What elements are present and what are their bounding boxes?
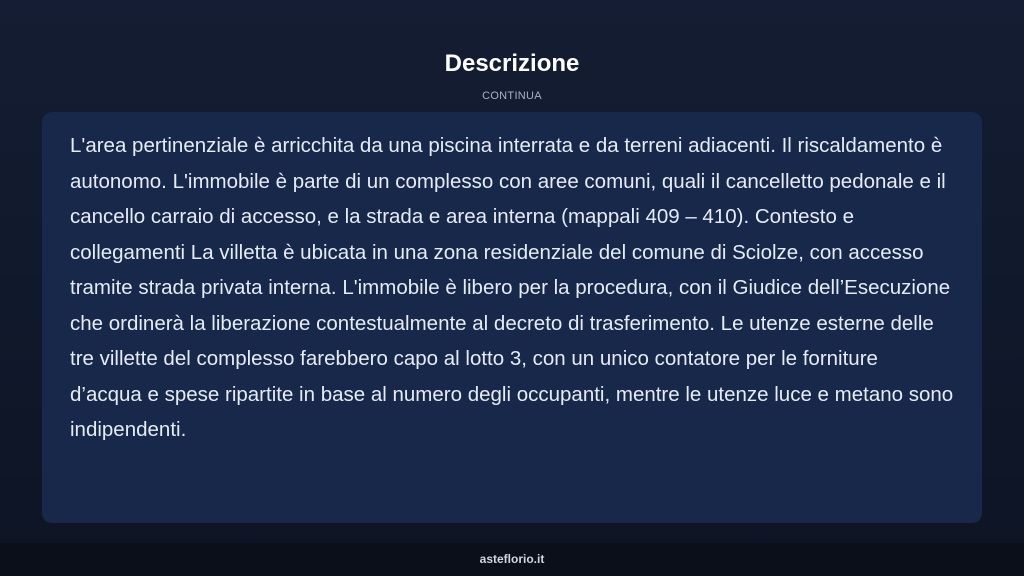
footer bbox=[0, 543, 1024, 576]
page-subtitle: CONTINUA bbox=[482, 90, 542, 102]
footer-site-label: asteflorio.it bbox=[479, 552, 545, 566]
description-card bbox=[42, 112, 982, 523]
description-text: L'area pertinenziale è arricchita da una piscina interrata e da terreni adiacenti. Il riscaldamento è autonomo. L'immobile è parte di un complesso con aree comuni, quali il cancelletto pedonale e il cancello carraio di accesso, e la strada e area interna (mappali 409 – 410). Contesto e collegamenti La villetta è ubicata in una zona residenziale del comune di Sciolze, con accesso tramite strada privata interna. L'immobile è libero per la procedura, con il Giudice dell’Esecuzione che ordinerà la liberazione contestualmente al decreto di trasferimento. Le utenze esterne delle tre villette del complesso farebbero capo al lotto 3, con un unico contatore per le forniture d’acqua e spese ripartite in base al numero degli occupanti, mentre le utenze luce e metano sono indipendenti. bbox=[70, 134, 954, 441]
page-title: Descrizione bbox=[444, 50, 580, 77]
